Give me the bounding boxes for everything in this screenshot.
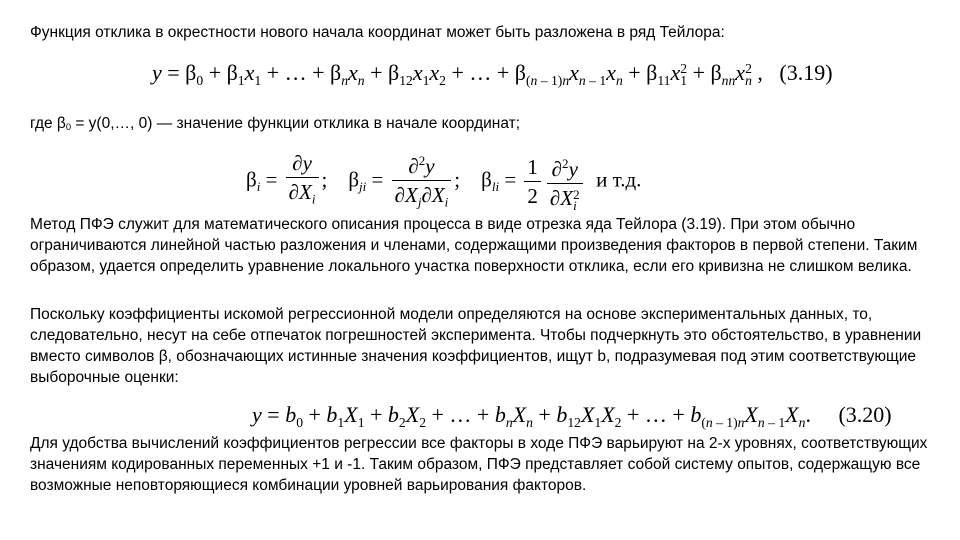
equation-number: (3.19) [779, 60, 833, 85]
derivatives-tail: и т.д. [596, 167, 642, 192]
where-prefix: где β [30, 115, 66, 132]
intro-paragraph: Функция отклика в окрестности нового начала координат может быть разложена в ряд Тейлора: [30, 24, 725, 41]
where-line [30, 113, 935, 138]
equation-3-19: $y = \beta_0 + \beta_1x_1$ + … + $\beta_nx_n + \beta_{12}x_1x_2$ + … + $\beta_{(n - 1)n}x_{n - 1}x_n + \beta_{11}x$ 2 1 + $\beta_{nn}x$ 2 n , (3.19) [152, 60, 833, 88]
derivative-definitions: $\beta_i$ = $\frac{\partial y}{\partial X_i}$ ; $\beta_{ji}$ = $\frac{\partial^2y}{\partial X_j\partial X_i}$ ; $\beta_{li}$ = $\frac{1}{2}$ ∂$^2$y ∂X 2 i и т.д. [246, 148, 641, 215]
equation-number: (3.20) [838, 402, 892, 427]
equation-3-20: $y = b_0 + b_1X_1 + b_2X_2$ + … + $b_nX_n + b_{12}X_1X_2$ + … + $b_{(n - 1)n}X_{n - 1}X_n$. (3.20) [252, 402, 892, 430]
convenience-paragraph: Для удобства вычислений коэффициентов регрессии все факторы в ходе ПФЭ варьируют на 2-х уровнях, соответствующих значениям кодированных переменных +1 и -1. Таким образом, ПФЭ представляет собой систему опытов, содержащую все возможные неповторяющиеся комбинации уровней варьирования факторов. [30, 435, 928, 494]
coefficients-paragraph: Поскольку коэффициенты искомой регрессионной модели определяются на основе экспериментальных данных, то, следовательно, несут на себе отпечаток погрешностей эксперимента. Чтобы подчеркнуть это обстоятельство, в уравнении вместо символов β, обозначающих истинные значения коэффициентов, ищут b, подразумевая под этим соответствующие выборочные оценки: [30, 306, 922, 386]
where-subscript: 0 [65, 121, 72, 132]
method-paragraph: Метод ПФЭ служит для математического описания процесса в виде отрезка яда Тейлора (3.19). При этом обычно ограничиваются линейной частью разложения и членами, содержащими произведения факторов в первой степени. Таким образом, удается определить уравнение локального участка поверхности отклика, если его кривизна не слишком велика. [30, 216, 918, 275]
where-rest: = y(0,…, 0) — значение функции отклика в начале координат; [71, 115, 521, 132]
